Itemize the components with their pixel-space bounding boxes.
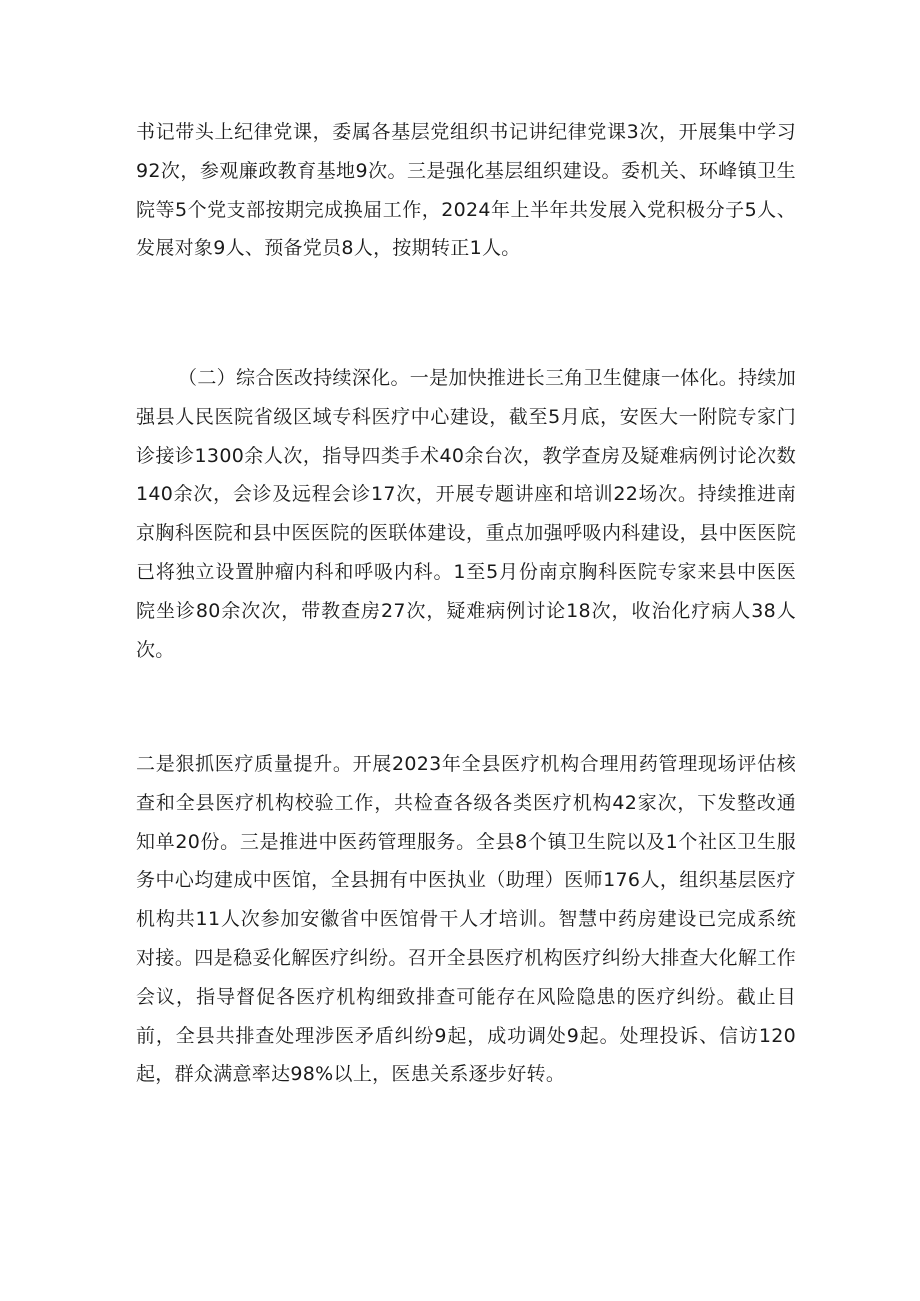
paragraph-party-building: 书记带头上纪律党课，委属各基层党组织书记讲纪律党课3次，开展集中学习92次，参观廉政教育基地9次。三是强化基层组织建设。委机关、环峰镇卫生院等5个党支部按期完成换届工作，2024年上半年共发展入党积极分子5人、发展对象9人、预备党员8人，按期转正1人。 <box>136 121 796 260</box>
paragraph-medical-reform: （二）综合医改持续深化。一是加快推进长三角卫生健康一体化。持续加强县人民医院省级区域专科医疗中心建设，截至5月底，安医大一附院专家门诊接诊1300余人次，指导四类手术40余台次，教学查房及疑难病例讨论次数140余次，会诊及远程会诊17次，开展专题讲座和培训22场次。持续推进南京胸科医院和县中医医院的医联体建设，重点加强呼吸内科建设，县中医医院已将独立设置肿瘤内科和呼吸内科。1至5月份南京胸科医院专家来县中医医院坐诊80余次次，带教查房27次，疑难病例讨论18次，收治化疗病人38人次。 <box>136 367 796 661</box>
paragraph-medical-quality: 二是狠抓医疗质量提升。开展2023年全县医疗机构合理用药管理现场评估核查和全县医疗机构校验工作，共检查各级各类医疗机构42家次，下发整改通知单20份。三是推进中医药管理服务。全县8个镇卫生院以及1个社区卫生服务中心均建成中医馆，全县拥有中医执业（助理）医师176人，组织基层医疗机构共11人次参加安徽省中医馆骨干人才培训。智慧中药房建设已完成系统对接。四是稳妥化解医疗纠纷。召开全县医疗机构医疗纠纷大排查大化解工作会议，指导督促各医疗机构细致排查可能存在风险隐患的医疗纠纷。截止目前，全县共排查处理涉医矛盾纠纷9起，成功调处9起。处理投诉、信访120起，群众满意率达98%以上，医患关系逐步好转。 <box>136 753 796 1086</box>
